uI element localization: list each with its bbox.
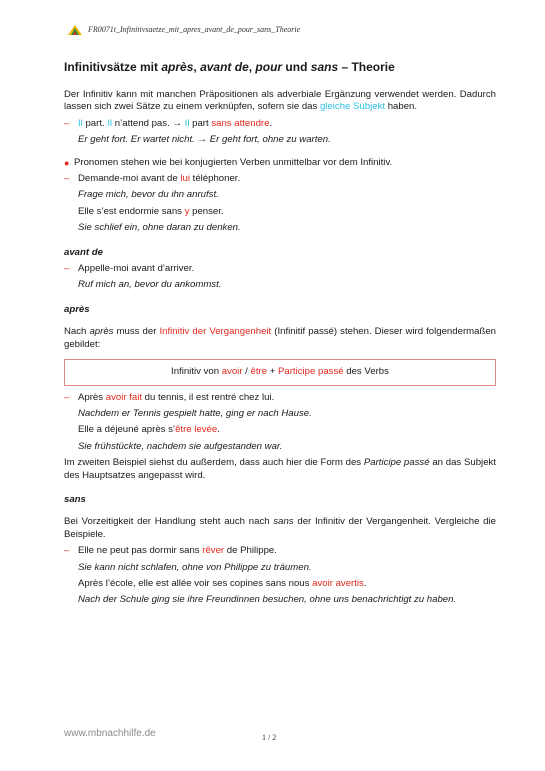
sans-paragraph: Bei Vorzeitigkeit der Handlung steht auch nach sans der Infinitiv der Vergangenheit. Vergleiche die Beispiele.	[64, 516, 496, 540]
translation: Er geht fort. Er wartet nicht. → Er geht fort, ohne zu warten.	[78, 134, 331, 146]
example-1: – Il part. Il n’attend pas. → Il part sans attendre. Er geht fort. Er wartet nicht. → Er geht fort, ohne zu warten.	[64, 118, 496, 147]
section-heading-apres: après	[64, 303, 90, 315]
page-title: Infinitivsätze mit après, avant de, pour und sans – Theorie	[64, 60, 395, 74]
section-heading-avant-de: avant de	[64, 246, 103, 258]
example-5: – Elle ne peut pas dormir sans rêver de Philippe. Sie kann nicht schlafen, ohne von Philippe zu träumen. Après l’école, elle est allée voir ses copines sans nous avoir avertis. Nach der Schule ging sie ihre Freundinnen besuchen, ohne uns benachrichtigt zu haben.	[64, 545, 457, 606]
example-2: – Demande-moi avant de lui téléphoner. Frage mich, bevor du ihn anrufst. Elle s’est endormie sans y penser. Sie schlief ein, ohne daran zu denken.	[64, 173, 241, 234]
apres-paragraph: Nach après muss der Infinitiv der Vergangenheit (Infinitif passé) stehen. Dieser wird folgendermaßen gebildet:	[64, 326, 496, 350]
file-name: FR0071t_Infinitivsaetze_mit_apres_avant_de_pour_sans_Theorie	[88, 25, 301, 34]
document-body	[64, 60, 496, 607]
page-number: 1 / 2	[262, 733, 277, 742]
rule-bullet: ● Pronomen stehen wie bei konjugierten Verben unmittelbar vor dem Infinitiv.	[64, 156, 393, 168]
document-header	[68, 24, 300, 36]
intro-paragraph: Der Infinitiv kann mit manchen Präpositionen als adverbiale Ergänzung verwendet werden. Dadurch lassen sich zwei Sätze zu einem verknüpfen, sofern sie das gleiche Subjekt haben.	[64, 89, 496, 113]
footer-website: www.mbnachhilfe.de	[64, 728, 156, 739]
formula-box: Infinitiv von avoir / être + Participe passé des Verbs	[64, 359, 496, 385]
bullet-icon: ●	[64, 157, 70, 168]
logo-icon	[68, 25, 82, 35]
example-3: – Appelle-moi avant d’arriver. Ruf mich an, bevor du ankommst.	[64, 263, 222, 291]
section-heading-sans: sans	[64, 493, 86, 505]
example-4: – Après avoir fait du tennis, il est rentré chez lui. Nachdem er Tennis gespielt hatte, ging er nach Hause. Elle a déjeuné après s’être levée. Sie frühstückte, nachdem sie aufgestanden war.	[64, 391, 312, 452]
apres-note: Im zweiten Beispiel siehst du außerdem, dass auch hier die Form des Participe passé an das Subjekt des Hauptsatzes angepasst wird.	[64, 457, 496, 481]
